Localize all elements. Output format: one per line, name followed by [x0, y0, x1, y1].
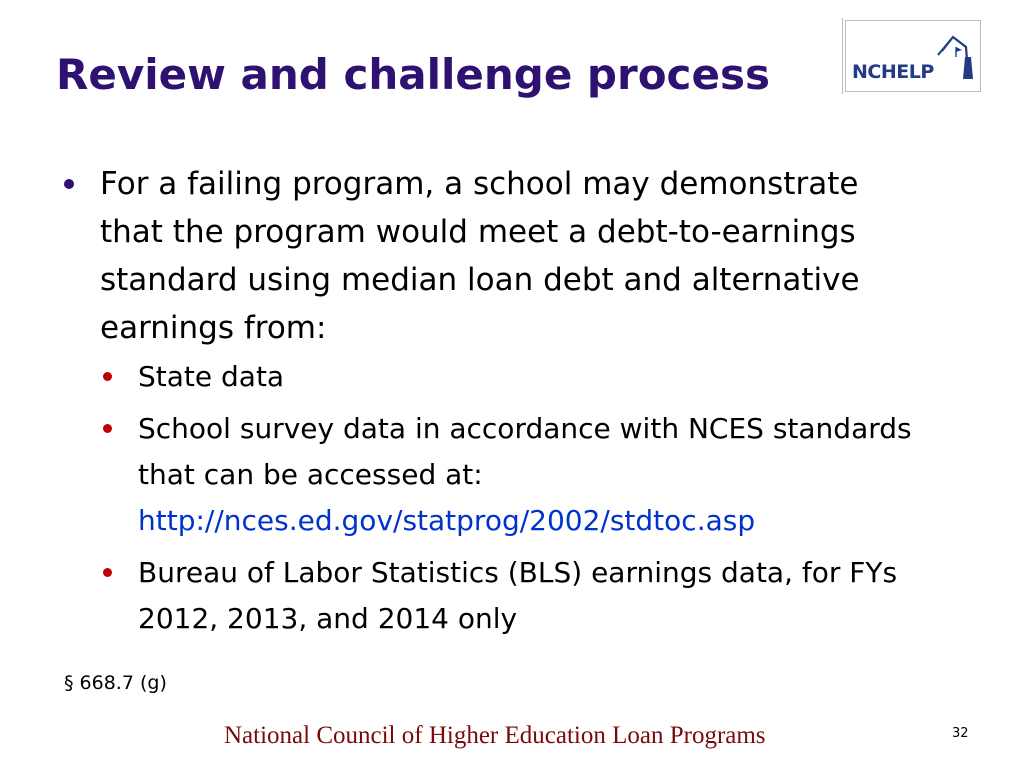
sub-bullet-school-survey	[100, 406, 938, 544]
sub-bullet-text: Bureau of Labor Statistics (BLS) earnings data, for FYs 2012, 2013, and 2014 only	[138, 556, 898, 635]
sub-bullet-text: School survey data in accordance with NCES standards that can be accessed at:	[138, 412, 912, 491]
sub-bullet-bls	[100, 550, 938, 642]
sub-bullet-dot-icon	[103, 372, 112, 381]
sub-bullet-dot-icon	[103, 424, 112, 433]
logo-text: NCHELP	[852, 61, 934, 83]
main-bullet	[62, 160, 920, 352]
nces-standards-link[interactable]: http://nces.ed.gov/statprog/2002/stdtoc.asp	[138, 504, 756, 537]
footer-organization: National Council of Higher Education Loan Programs	[224, 722, 766, 749]
logo-divider	[842, 18, 843, 94]
slide-title: Review and challenge process	[56, 50, 770, 99]
page-number: 32	[952, 726, 969, 741]
sub-bullet-dot-icon	[103, 568, 112, 577]
nchelp-logo	[845, 20, 981, 92]
main-bullet-text: For a failing program, a school may demonstrate that the program would meet a debt-to-earnings standard using median loan debt and alternative earnings from:	[100, 166, 860, 346]
slide-body	[62, 160, 962, 648]
sub-bullet-text: State data	[138, 360, 285, 393]
regulation-citation: § 668.7 (g)	[64, 672, 167, 694]
sub-bullet-state-data	[100, 354, 938, 400]
sub-bullet-list	[62, 354, 962, 642]
bullet-dot-icon	[64, 179, 74, 189]
